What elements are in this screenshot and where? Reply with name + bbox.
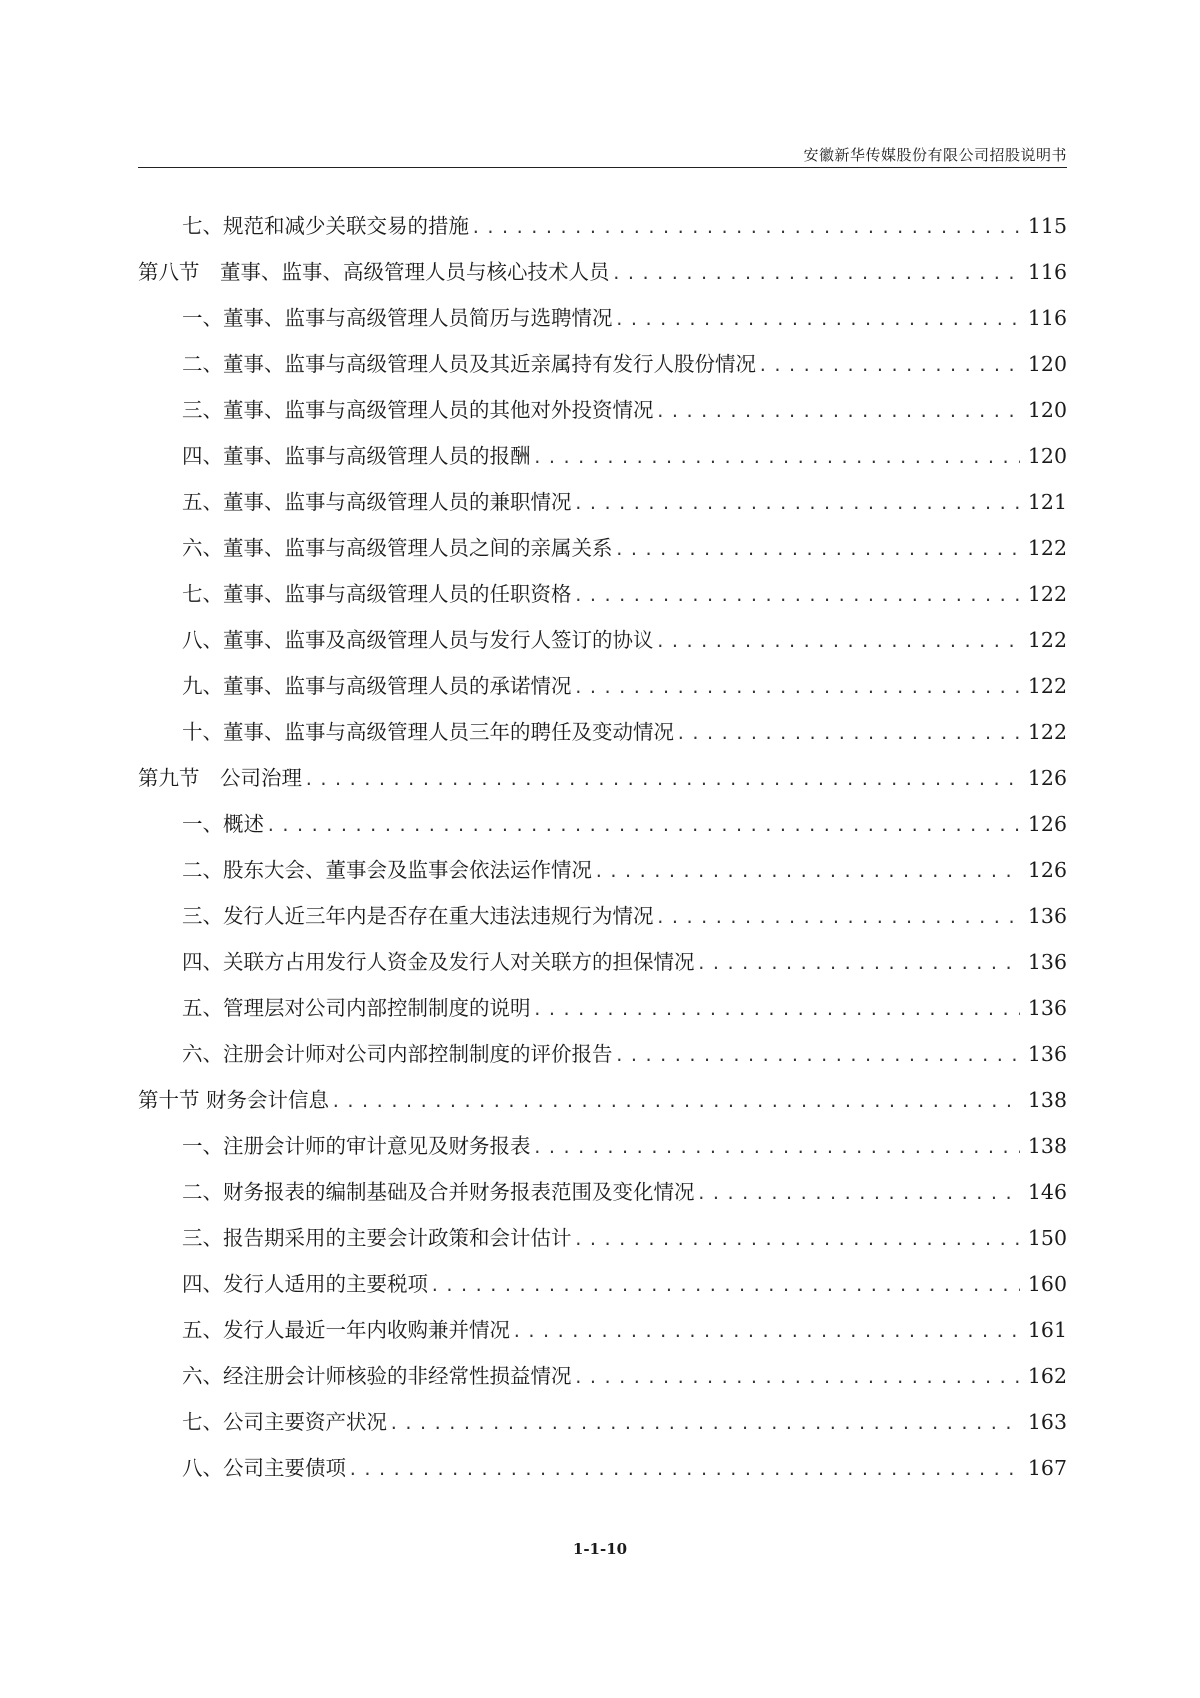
toc-leader-dots <box>512 1322 1020 1341</box>
toc-entry-label: 四、董事、监事与高级管理人员的报酬 <box>182 444 531 468</box>
header-divider <box>138 167 1067 168</box>
toc-entry[interactable] <box>138 1267 1067 1313</box>
toc-entry-label: 一、注册会计师的审计意见及财务报表 <box>182 1134 531 1158</box>
toc-entry-label: 四、发行人适用的主要税项 <box>182 1272 428 1296</box>
toc-entry-page: 138 <box>1027 1088 1067 1112</box>
toc-leader-dots <box>612 264 1020 283</box>
toc-leader-dots <box>574 678 1020 697</box>
toc-leader-dots <box>533 448 1020 467</box>
toc-entry[interactable] <box>138 347 1067 393</box>
toc-entry-page: 163 <box>1027 1410 1067 1434</box>
toc-entry-page: 138 <box>1027 1134 1067 1158</box>
toc-entry-page: 160 <box>1027 1272 1067 1296</box>
toc-entry-page: 136 <box>1027 1042 1067 1066</box>
toc-leader-dots <box>348 1460 1020 1479</box>
toc-entry[interactable] <box>138 485 1067 531</box>
toc-leader-dots <box>574 586 1020 605</box>
toc-entry-page: 126 <box>1027 766 1067 790</box>
toc-entry-page: 136 <box>1027 996 1067 1020</box>
toc-entry-page: 162 <box>1027 1364 1067 1388</box>
toc-entry-label: 十、董事、监事与高级管理人员三年的聘任及变动情况 <box>182 720 674 744</box>
toc-entry-label: 第九节 公司治理 <box>138 766 302 790</box>
toc-section-heading[interactable] <box>138 255 1067 301</box>
toc-entry-page: 115 <box>1027 214 1067 238</box>
toc-entry-label: 五、发行人最近一年内收购兼并情况 <box>182 1318 510 1342</box>
toc-leader-dots <box>471 218 1020 237</box>
toc-entry[interactable] <box>138 1037 1067 1083</box>
toc-entry-label: 三、报告期采用的主要会计政策和会计估计 <box>182 1226 572 1250</box>
toc-entry-label: 第八节 董事、监事、高级管理人员与核心技术人员 <box>138 260 610 284</box>
toc-section-heading[interactable] <box>138 1083 1067 1129</box>
toc-entry-page: 116 <box>1027 260 1067 284</box>
toc-entry[interactable] <box>138 301 1067 347</box>
toc-entry-label: 第十节 财务会计信息 <box>138 1088 330 1112</box>
toc-entry-page: 122 <box>1027 628 1067 652</box>
toc-entry-page: 136 <box>1027 904 1067 928</box>
toc-entry-label: 三、董事、监事与高级管理人员的其他对外投资情况 <box>182 398 654 422</box>
toc-leader-dots <box>656 402 1020 421</box>
toc-entry[interactable] <box>138 899 1067 945</box>
toc-entry-page: 120 <box>1027 352 1067 376</box>
toc-entry[interactable] <box>138 393 1067 439</box>
toc-leader-dots <box>656 908 1020 927</box>
toc-entry-label: 六、注册会计师对公司内部控制制度的评价报告 <box>182 1042 613 1066</box>
table-of-contents <box>138 209 1067 1497</box>
toc-entry[interactable] <box>138 1221 1067 1267</box>
toc-entry[interactable] <box>138 715 1067 761</box>
toc-entry-page: 146 <box>1027 1180 1067 1204</box>
toc-entry[interactable] <box>138 577 1067 623</box>
toc-leader-dots <box>533 1000 1020 1019</box>
toc-entry-label: 六、经注册会计师核验的非经常性损益情况 <box>182 1364 572 1388</box>
toc-entry-page: 161 <box>1027 1318 1067 1342</box>
toc-entry[interactable] <box>138 1359 1067 1405</box>
toc-entry-page: 116 <box>1027 306 1067 330</box>
toc-entry-page: 121 <box>1027 490 1067 514</box>
toc-leader-dots <box>430 1276 1020 1295</box>
toc-entry-label: 七、公司主要资产状况 <box>182 1410 387 1434</box>
toc-entry-label: 八、董事、监事及高级管理人员与发行人签订的协议 <box>182 628 654 652</box>
toc-entry-label: 五、管理层对公司内部控制制度的说明 <box>182 996 531 1020</box>
toc-leader-dots <box>574 494 1020 513</box>
toc-entry-page: 126 <box>1027 858 1067 882</box>
toc-leader-dots <box>676 724 1020 743</box>
toc-entry-label: 六、董事、监事与高级管理人员之间的亲属关系 <box>182 536 613 560</box>
toc-entry-label: 一、概述 <box>182 812 264 836</box>
toc-leader-dots <box>656 632 1020 651</box>
toc-entry-page: 122 <box>1027 674 1067 698</box>
toc-entry[interactable] <box>138 531 1067 577</box>
toc-entry-page: 122 <box>1027 582 1067 606</box>
toc-leader-dots <box>758 356 1020 375</box>
toc-entry-label: 四、关联方占用发行人资金及发行人对关联方的担保情况 <box>182 950 695 974</box>
toc-leader-dots <box>574 1368 1020 1387</box>
toc-entry[interactable] <box>138 669 1067 715</box>
toc-leader-dots <box>615 540 1020 559</box>
toc-entry[interactable] <box>138 1313 1067 1359</box>
toc-entry[interactable] <box>138 991 1067 1037</box>
toc-section-heading[interactable] <box>138 761 1067 807</box>
toc-entry[interactable] <box>138 1129 1067 1175</box>
toc-entry[interactable] <box>138 945 1067 991</box>
toc-entry-label: 八、公司主要债项 <box>182 1456 346 1480</box>
toc-entry-page: 126 <box>1027 812 1067 836</box>
toc-leader-dots <box>533 1138 1020 1157</box>
toc-entry-label: 九、董事、监事与高级管理人员的承诺情况 <box>182 674 572 698</box>
toc-entry-label: 三、发行人近三年内是否存在重大违法违规行为情况 <box>182 904 654 928</box>
toc-leader-dots <box>331 1092 1020 1111</box>
toc-entry-label: 七、董事、监事与高级管理人员的任职资格 <box>182 582 572 606</box>
toc-entry-page: 167 <box>1027 1456 1067 1480</box>
toc-entry-page: 122 <box>1027 720 1067 744</box>
toc-entry-page: 120 <box>1027 398 1067 422</box>
toc-leader-dots <box>697 1184 1020 1203</box>
toc-entry-label: 七、规范和减少关联交易的措施 <box>182 214 469 238</box>
toc-entry[interactable] <box>138 1451 1067 1497</box>
toc-entry-label: 二、股东大会、董事会及监事会依法运作情况 <box>182 858 592 882</box>
toc-entry-label: 五、董事、监事与高级管理人员的兼职情况 <box>182 490 572 514</box>
toc-entry-page: 122 <box>1027 536 1067 560</box>
toc-leader-dots <box>615 310 1020 329</box>
toc-leader-dots <box>574 1230 1020 1249</box>
toc-leader-dots <box>594 862 1020 881</box>
toc-entry[interactable] <box>138 1405 1067 1451</box>
toc-entry-page: 136 <box>1027 950 1067 974</box>
toc-entry-label: 二、财务报表的编制基础及合并财务报表范围及变化情况 <box>182 1180 695 1204</box>
toc-leader-dots <box>615 1046 1020 1065</box>
page-number: 1-1-10 <box>572 1540 628 1558</box>
toc-entry-label: 二、董事、监事与高级管理人员及其近亲属持有发行人股份情况 <box>182 352 756 376</box>
toc-entry[interactable] <box>138 1175 1067 1221</box>
toc-leader-dots <box>697 954 1020 973</box>
toc-entry[interactable] <box>138 439 1067 485</box>
toc-entry[interactable] <box>138 853 1067 899</box>
toc-leader-dots <box>304 770 1020 789</box>
toc-leader-dots <box>389 1414 1020 1433</box>
toc-leader-dots <box>266 816 1020 835</box>
toc-entry-page: 150 <box>1027 1226 1067 1250</box>
toc-entry[interactable] <box>138 209 1067 255</box>
toc-entry[interactable] <box>138 623 1067 669</box>
toc-entry[interactable] <box>138 807 1067 853</box>
document-header-title: 安徽新华传媒股份有限公司招股说明书 <box>803 146 1067 164</box>
toc-entry-label: 一、董事、监事与高级管理人员简历与选聘情况 <box>182 306 613 330</box>
toc-entry-page: 120 <box>1027 444 1067 468</box>
